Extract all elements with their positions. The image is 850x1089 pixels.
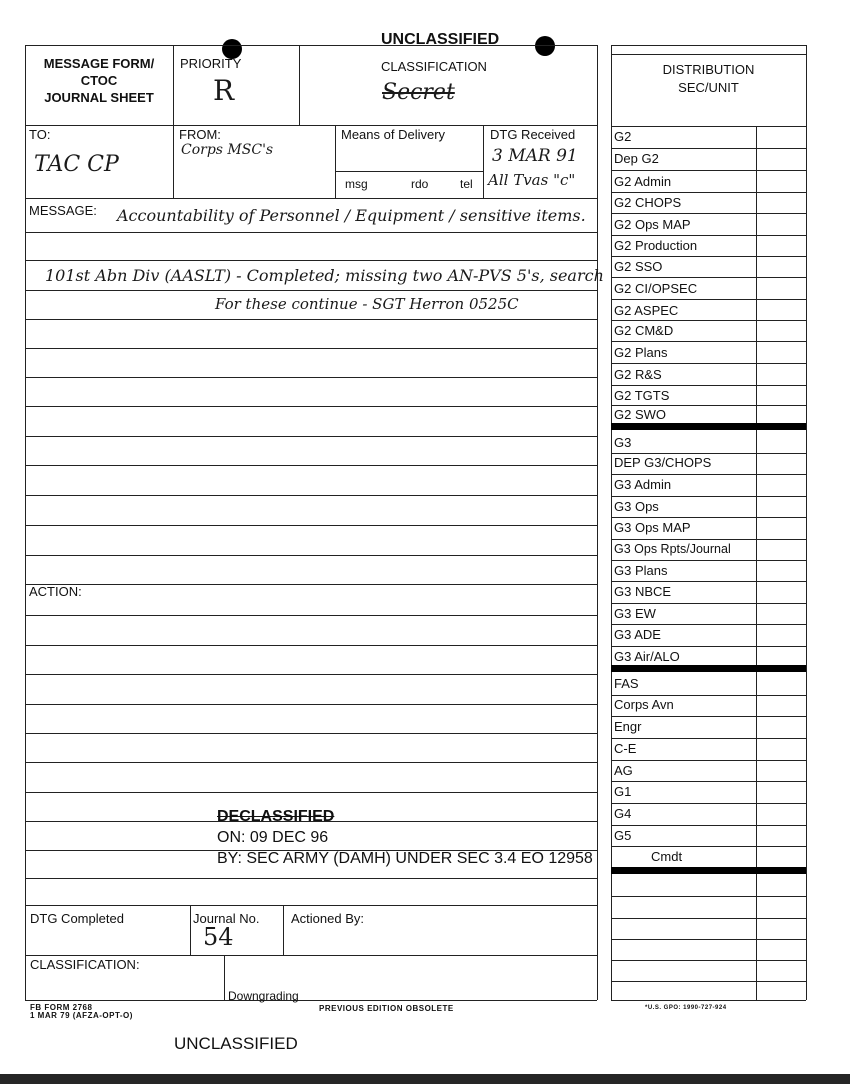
declass-authority: BY: SEC ARMY (DAMH) UNDER SEC 3.4 EO 12958 [217, 850, 593, 867]
message-line-1: Accountability of Personnel / Equipment / sensitive items. [117, 206, 586, 225]
dtg-value: 3 MAR 91 [492, 146, 578, 166]
previous-edition-note: PREVIOUS EDITION OBSOLETE [319, 1004, 454, 1013]
delivery-label: Means of Delivery [341, 127, 446, 142]
dist-row: G3 [614, 435, 632, 450]
dist-row: G4 [614, 806, 632, 821]
dist-row: G2 SSO [614, 259, 663, 274]
group-divider [611, 867, 806, 874]
dist-row: G2 CI/OPSEC [614, 281, 698, 296]
from-label: FROM: [179, 127, 221, 142]
dist-row: Dep G2 [614, 151, 659, 166]
delivery-tel: tel [460, 177, 473, 191]
message-line-3: For these continue - SGT Herron 0525C [215, 295, 519, 313]
group-divider [611, 423, 806, 430]
actioned-by-label: Actioned By: [291, 911, 364, 926]
journal-number: 54 [203, 923, 234, 951]
dist-row: Cmdt [651, 849, 683, 864]
punch-hole-right [535, 36, 555, 56]
message-line-2: 101st Abn Div (AASLT) - Completed; missing two AN-PVS 5's, search [45, 266, 604, 285]
message-label: MESSAGE: [29, 203, 97, 218]
dist-row: G3 ADE [614, 627, 661, 642]
dist-row: FAS [614, 676, 639, 691]
dist-row: Engr [614, 719, 642, 734]
classification-top: UNCLASSIFIED [381, 31, 500, 48]
dist-row: G2 ASPEC [614, 303, 679, 318]
dist-row: G1 [614, 784, 632, 799]
dist-row: Corps Avn [614, 697, 674, 712]
action-label: ACTION: [29, 584, 82, 599]
dist-row: G3 Ops [614, 499, 659, 514]
dist-row: C-E [614, 741, 637, 756]
dist-row: G3 EW [614, 606, 656, 621]
dtg-value-note: All Tvas "c" [488, 171, 576, 189]
dist-row: G2 Admin [614, 174, 672, 189]
priority-value: R [213, 74, 235, 107]
classification-value: Secret [382, 80, 455, 105]
dist-row: G2 Ops MAP [614, 217, 691, 232]
form-title: MESSAGE FORM/ CTOC JOURNAL SHEET [43, 56, 155, 105]
dist-row: G2 Plans [614, 345, 668, 360]
dist-row: G3 Ops Rpts/Journal [614, 542, 731, 556]
dist-row: G2 SWO [614, 407, 667, 422]
downgrading-label: Downgrading [228, 989, 299, 1003]
dist-row: G2 CHOPS [614, 195, 682, 210]
priority-label: PRIORITY [180, 56, 242, 71]
dtg-label: DTG Received [490, 127, 576, 142]
dist-row: G5 [614, 828, 632, 843]
distribution-title: DISTRIBUTION SEC/UNIT [662, 62, 755, 95]
scan-edge [0, 1074, 850, 1084]
classification-bottom: UNCLASSIFIED [174, 1034, 298, 1053]
dist-row: G3 NBCE [614, 584, 672, 599]
dist-row: G3 Plans [614, 563, 668, 578]
dist-row: G2 Production [614, 238, 698, 253]
delivery-msg: msg [345, 177, 368, 191]
gpo-note: *U.S. GPO: 1990-727-924 [645, 1005, 727, 1011]
dist-row: G2 R&S [614, 367, 662, 382]
classification-label: CLASSIFICATION [381, 59, 487, 74]
journal-label: Journal No. [193, 911, 260, 926]
dist-row: G3 Air/ALO [614, 649, 680, 664]
dist-row: G2 [614, 129, 632, 144]
dist-row: AG [614, 763, 633, 778]
form-number: FB FORM 2768 1 MAR 79 (AFZA-OPT-O) [30, 1003, 133, 1020]
dist-row: DEP G3/CHOPS [614, 455, 712, 470]
dist-row: G3 Admin [614, 477, 672, 492]
dist-row: G2 CM&D [614, 323, 674, 338]
declass-date: ON: 09 DEC 96 [217, 829, 329, 846]
declass-stamp: DECLASSIFIED [217, 808, 335, 825]
to-value: TAC CP [34, 152, 119, 177]
to-label: TO: [29, 127, 51, 142]
dist-row: G3 Ops MAP [614, 520, 691, 535]
delivery-rdo: rdo [411, 177, 429, 191]
classification-bottom-label: CLASSIFICATION: [30, 957, 140, 972]
group-divider [611, 665, 806, 672]
dist-row: G2 TGTS [614, 388, 670, 403]
from-value: Corps MSC's [181, 142, 274, 158]
dtg-completed-label: DTG Completed [30, 911, 124, 926]
